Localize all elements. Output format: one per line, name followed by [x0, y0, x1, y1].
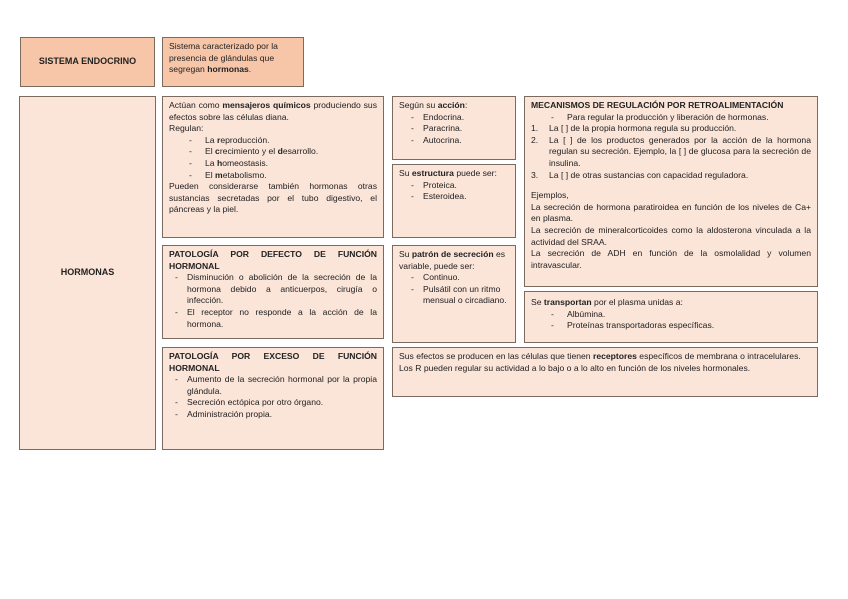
- mecanismos-list: [531, 123, 811, 181]
- list-item: - Autocrina.: [399, 135, 509, 147]
- accion-heading: Según su acción:: [399, 100, 468, 110]
- mensajeros-intro: Actúan como mensajeros químicos produciendo sus efectos sobre las células diana.: [169, 100, 377, 122]
- mensajeros-note: Pueden considerarse también hormonas otras sustancias secretadas por el tubo digestivo, el páncreas y la piel.: [169, 181, 377, 215]
- list-item: - El metabolismo.: [169, 170, 377, 182]
- list-item: - Endocrina.: [399, 112, 509, 124]
- defecto-title: PATOLOGÍA POR DEFECTO DE FUNCIÓN HORMONAL: [169, 249, 377, 271]
- sistema-definition: Sistema caracterizado por la presencia de glándulas que segregan hormonas.: [162, 37, 304, 87]
- exceso-list: [169, 374, 377, 420]
- transporte-list: [531, 309, 811, 332]
- list-item: - Proteínas transportadoras específicas.: [531, 320, 811, 332]
- patron-list: [399, 272, 509, 307]
- receptores-box: [392, 347, 818, 397]
- list-item: - Continuo.: [399, 272, 509, 284]
- list-item: - La homeostasis.: [169, 158, 377, 170]
- ejemplo-2: La secreción de mineralcorticoides como la aldosterona vinculada a la actividad del SRAA.: [531, 224, 811, 247]
- mecanismos-title: MECANISMOS DE REGULACIÓN POR RETROALIMENTACIÓN: [531, 100, 784, 110]
- regulan-list: [169, 135, 377, 181]
- list-item: - Para regular la producción y liberación de hormonas.: [531, 112, 811, 124]
- estructura-box: [392, 164, 516, 238]
- list-item: - El crecimiento y el desarrollo.: [169, 146, 377, 158]
- exceso-box: [162, 347, 384, 450]
- transporte-box: [524, 291, 818, 343]
- exceso-title: PATOLOGÍA POR EXCESO DE FUNCIÓN HORMONAL: [169, 351, 377, 373]
- defecto-list: [169, 272, 377, 330]
- ejemplo-3: La secreción de ADH en función de la osmolalidad y volumen intravascular.: [531, 248, 811, 270]
- receptores-text: Sus efectos se producen en las células que tienen receptores específicos de membrana o intracelulares.: [399, 351, 801, 361]
- mecanismos-intro-list: [531, 112, 811, 124]
- list-item: - Pulsátil con un ritmo mensual o circadiano.: [399, 284, 509, 307]
- estructura-list: [399, 180, 509, 203]
- list-item: - Proteica.: [399, 180, 509, 192]
- list-item: 2. La [ ] de los productos generados por la acción de la hormona regulan su secreción. Ejemplo, la [ ] de glucosa para la secreción de insulina.: [531, 134, 811, 168]
- list-item: - Disminución o abolición de la secreción de la hormona debido a anticuerpos, cirugía o infección.: [169, 272, 377, 307]
- list-item: 3. La [ ] de otras sustancias con capacidad reguladora.: [531, 169, 749, 180]
- regulan-label: Regulan:: [169, 123, 204, 134]
- patron-box: [392, 245, 516, 343]
- patron-heading: Su patrón de secreción es variable, puede ser:: [399, 249, 506, 271]
- estructura-heading: Su estructura puede ser:: [399, 168, 497, 178]
- list-item: 1. La [ ] de la propia hormona regula su producción.: [531, 123, 737, 134]
- receptores-line2: Los R pueden regular su actividad a lo bajo o a lo alto en función de los niveles hormonales.: [399, 362, 751, 373]
- list-item: - Esteroidea.: [399, 191, 509, 203]
- hormonas-label: HORMONAS: [19, 96, 156, 450]
- list-item: - Paracrina.: [399, 123, 509, 135]
- sistema-endocrino-label: SISTEMA ENDOCRINO: [20, 37, 155, 87]
- list-item: - Albúmina.: [531, 309, 811, 321]
- accion-box: [392, 96, 516, 160]
- list-item: - Secreción ectópica por otro órgano.: [169, 397, 377, 409]
- accion-list: [399, 112, 509, 147]
- list-item: - Aumento de la secreción hormonal por la propia glándula.: [169, 374, 377, 397]
- mensajeros-box: [162, 96, 384, 238]
- ejemplos-label: Ejemplos,: [531, 190, 569, 201]
- transporte-heading: Se transportan por el plasma unidas a:: [531, 297, 683, 307]
- list-item: - Administración propia.: [169, 409, 377, 421]
- list-item: - El receptor no responde a la acción de la hormona.: [169, 307, 377, 330]
- ejemplo-1: La secreción de hormona paratiroidea en función de los niveles de Ca+ en plasma.: [531, 201, 811, 224]
- defecto-box: [162, 245, 384, 339]
- mecanismos-box: [524, 96, 818, 287]
- list-item: - La reproducción.: [169, 135, 377, 147]
